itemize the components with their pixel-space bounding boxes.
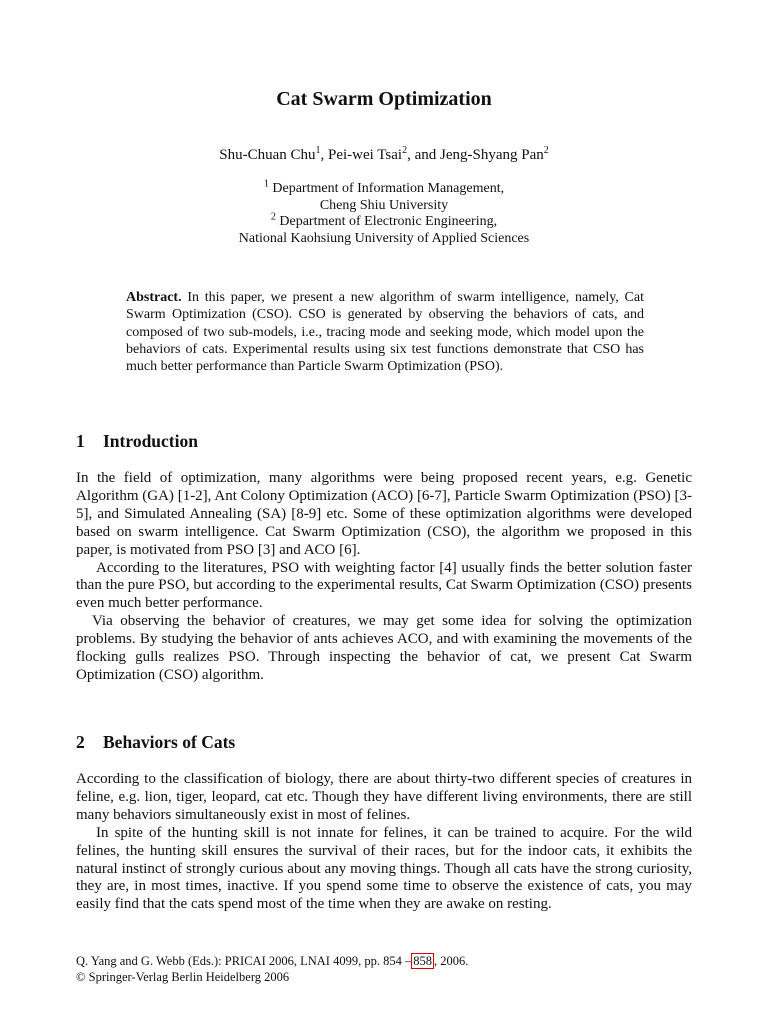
- author-separator: ,: [320, 147, 328, 163]
- copyright-line: © Springer-Verlag Berlin Heidelberg 2006: [76, 970, 290, 984]
- author-name: Pei-wei Tsai: [328, 147, 403, 163]
- abstract: [126, 289, 644, 375]
- author-affil-marker: 1: [315, 145, 321, 156]
- affiliation-2-line-2: National Kaohsiung University of Applied Sciences: [238, 230, 530, 246]
- author-affil-marker: 2: [543, 145, 549, 156]
- affil-text: Department of Electronic Engineering,: [279, 214, 498, 229]
- page-footer: [76, 953, 468, 985]
- section-body-introduction: [76, 470, 692, 685]
- paragraph: According to the literatures, PSO with weighting factor [4] usually finds the better solution faster than the pure PSO, but according to the experimental results, Cat Swarm Optimization (CSO) presents even much better performance.: [76, 559, 692, 612]
- paragraph: In spite of the hunting skill is not innate for felines, it can be trained to acquire. For the wild felines, the hunting skill ensures the survival of their races, but for the indoor cats, it exhibits the natural instinct of strongly curious about any moving things. Though all cats have the strong curiosity, they are, in most times, inactive. If you spend some time to observe the existence of cats, you may easily find that the cats spend most of the time when they are awake on resting.: [76, 824, 692, 913]
- affil-marker: 2: [270, 211, 276, 223]
- paragraph: In the field of optimization, many algorithms were being proposed recent years, e.g. Genetic Algorithm (GA) [1-2], Ant Colony Optimization (ACO) [6-7], Particle Swarm Optimization (PSO) [3-5], and Simulated Annealing (SA) [8-9] etc. Some of these optimization algorithms were developed based on swarm intelligence. Cat Swarm Optimization (CSO), the algorithm we proposed in this paper, is motivated from PSO [3] and ACO [6].: [76, 470, 692, 558]
- affiliations: [0, 178, 768, 247]
- author-name: Jeng-Shyang Pan: [440, 147, 544, 163]
- affil-marker: 1: [263, 178, 269, 190]
- citation-page-link[interactable]: 858: [413, 954, 432, 968]
- citation-prefix: Q. Yang and G. Webb (Eds.): PRICAI 2006, LNAI 4099, pp. 854 –: [76, 954, 412, 968]
- affiliation-1-line-1: [0, 178, 768, 198]
- abstract-label: Abstract.: [126, 290, 182, 305]
- paragraph: According to the classification of biology, there are about thirty-two different species of creatures in feline, e.g. lion, tiger, leopard, cat etc. Though they have different living environments, there are still many behaviors simultaneously exist in most of felines.: [76, 771, 692, 823]
- section-title: Introduction: [103, 431, 198, 451]
- section-heading-introduction: [76, 431, 198, 452]
- citation-line: [76, 953, 468, 969]
- author-affil-marker: 2: [402, 145, 408, 156]
- citation-suffix: , 2006.: [433, 954, 469, 968]
- affiliation-2-line-1: [0, 211, 768, 231]
- section-number: 1: [76, 431, 85, 451]
- author-name: Shu-Chuan Chu: [219, 147, 316, 163]
- affiliation-1-line-2: Cheng Shiu University: [319, 197, 449, 213]
- affil-text: Department of Information Management,: [272, 181, 505, 196]
- author-separator: , and: [407, 147, 440, 163]
- paragraph: Via observing the behavior of creatures, we may get some idea for solving the optimization problems. By studying the behavior of ants achieves ACO, and with examining the movements of the flocking gulls realizes PSO. Through inspecting the behavior of cat, we present Cat Swarm Optimization (CSO) algorithm.: [76, 613, 692, 683]
- section-title: Behaviors of Cats: [103, 732, 236, 752]
- section-body-behaviors-of-cats: [76, 771, 692, 914]
- paper-title: Cat Swarm Optimization: [276, 88, 492, 110]
- abstract-text: In this paper, we present a new algorithm of swarm intelligence, namely, Cat Swarm Optimization (CSO). CSO is generated by observing the behaviors of cats, and composed of two sub-models, i.e., tracing mode and seeking mode, which model upon the behaviors of cats. Experimental results using six test functions demonstrate that CSO has much better performance than Particle Swarm Optimization (PSO).: [126, 290, 644, 375]
- section-number: 2: [76, 732, 85, 752]
- author-list: [0, 147, 768, 164]
- section-heading-behaviors-of-cats: [76, 732, 235, 753]
